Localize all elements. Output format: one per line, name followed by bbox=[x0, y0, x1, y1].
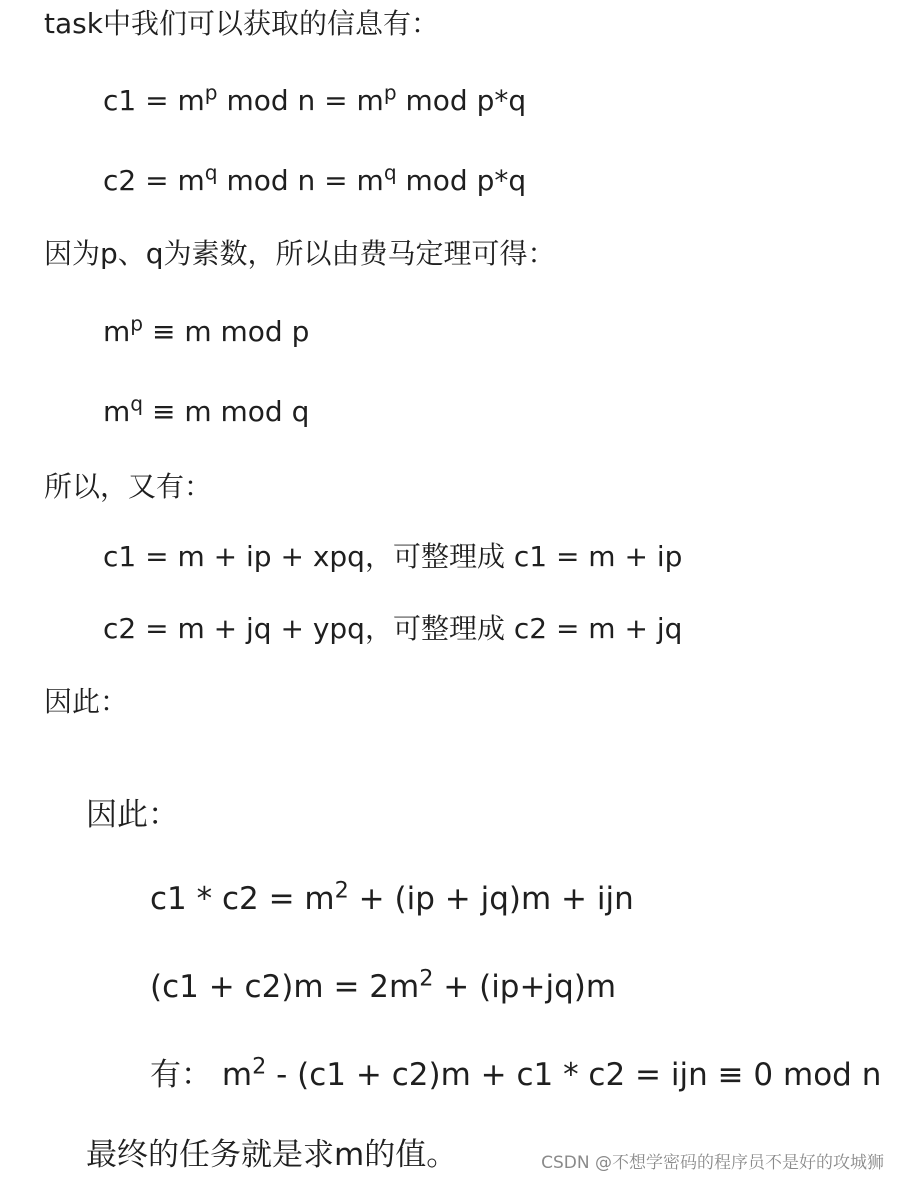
formula-c2-definition: $c2 = m^q$ mod $n = m^q$ mod p*q bbox=[103, 160, 527, 197]
formula-have: 有： $m^2 - (c1 + c2)m + c1 * c2$ = ijn ≡ 0 mod n bbox=[150, 1053, 882, 1093]
watermark: CSDN @不想学密码的程序员不是好的攻城狮 bbox=[541, 1153, 884, 1173]
text-therefore-2: 因此： bbox=[86, 797, 179, 833]
text-final: 最终的任务就是求m的值。 bbox=[86, 1137, 458, 1173]
formula-product: $c1 * c2 = m^2 + (ip + jq)m$ + ijn bbox=[150, 877, 634, 917]
text-therefore-1: 因此： bbox=[44, 685, 129, 718]
formula-sum: $(c1 + c2)m = 2m^2 + (ip+jq)m$ bbox=[150, 965, 617, 1005]
formula-fermat-q: $m^q \equiv m$ mod q bbox=[103, 391, 310, 428]
text-so-also: 所以，又有： bbox=[44, 470, 213, 503]
formula-c1-definition: $c1 = m^p$ mod $n = m^p$ mod p*q bbox=[103, 80, 527, 117]
formula-c2-expand: c2 = m + jq + ypq，可整理成 c2 = m + jq bbox=[103, 612, 683, 645]
text-fermat-intro: 因为p、q为素数，所以由费马定理可得： bbox=[44, 237, 556, 270]
text-intro: task中我们可以获取的信息有： bbox=[44, 7, 439, 40]
formula-c1-expand: c1 = m + ip + xpq，可整理成 c1 = m + ip bbox=[103, 540, 683, 573]
formula-fermat-p: $m^p \equiv m$ mod p bbox=[103, 311, 310, 348]
